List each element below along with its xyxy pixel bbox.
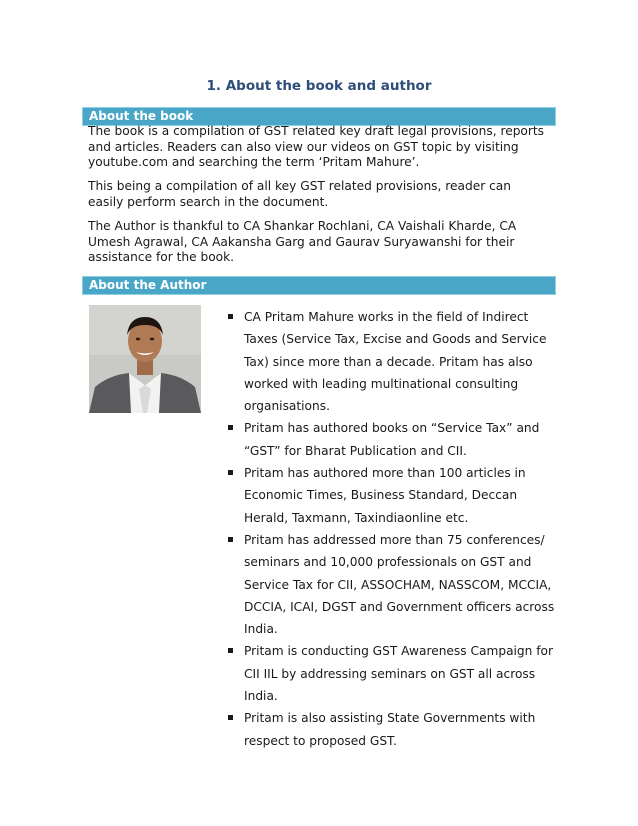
bullet-text: CA Pritam Mahure works in the field of Indirect Taxes (Service Tax, Excise and Goods and Service Tax) since more than a decade. Pritam has also worked with leading multinational consulting organisations. bbox=[244, 310, 547, 414]
bullet-icon bbox=[228, 537, 233, 542]
author-bullet-list bbox=[226, 306, 556, 752]
bullet-text: Pritam has authored books on “Service Tax” and “GST” for Bharat Publication and CII. bbox=[244, 421, 540, 458]
bullet-icon bbox=[228, 715, 233, 720]
bullet-icon bbox=[228, 425, 233, 430]
author-photo bbox=[89, 305, 201, 413]
list-item bbox=[226, 529, 556, 640]
list-item bbox=[226, 306, 556, 417]
book-paragraph-3: The Author is thankful to CA Shankar Rochlani, CA Vaishali Kharde, CA Umesh Agrawal, CA Aakansha Garg and Gaurav Suryawanshi for their assistance for the book. bbox=[88, 219, 517, 264]
list-item bbox=[226, 707, 556, 752]
book-paragraph-2: This being a compilation of all key GST related provisions, reader can easily perform search in the document. bbox=[88, 179, 511, 209]
list-item bbox=[226, 417, 556, 462]
about-book-header: About the book bbox=[82, 107, 556, 126]
list-item bbox=[226, 640, 556, 707]
bullet-icon bbox=[228, 470, 233, 475]
list-item bbox=[226, 462, 556, 529]
bullet-text: Pritam is conducting GST Awareness Campaign for CII IIL by addressing seminars on GST all across India. bbox=[244, 644, 554, 704]
bullet-icon bbox=[228, 648, 233, 653]
about-author-header: About the Author bbox=[82, 276, 556, 295]
bullet-text: Pritam has addressed more than 75 conferences/ seminars and 10,000 professionals on GST and Service Tax for CII, ASSOCHAM, NASSCOM, MCCIA, DCCIA, ICAI, DGST and Government officers across India. bbox=[244, 532, 555, 637]
bullet-icon bbox=[228, 314, 233, 319]
bullet-text: Pritam has authored more than 100 articles in Economic Times, Business Standard, Deccan Herald, Taxmann, Taxindiaonline etc. bbox=[244, 466, 526, 525]
bullet-text: Pritam is also assisting State Governments with respect to proposed GST. bbox=[244, 711, 536, 748]
book-paragraph-1: The book is a compilation of GST related key draft legal provisions, reports and articles. Readers can also view our videos on GST topic by visiting youtube.com and searching the term ‘Pritam Mahure’. bbox=[88, 124, 545, 169]
page-title: 1. About the book and author bbox=[206, 78, 432, 94]
